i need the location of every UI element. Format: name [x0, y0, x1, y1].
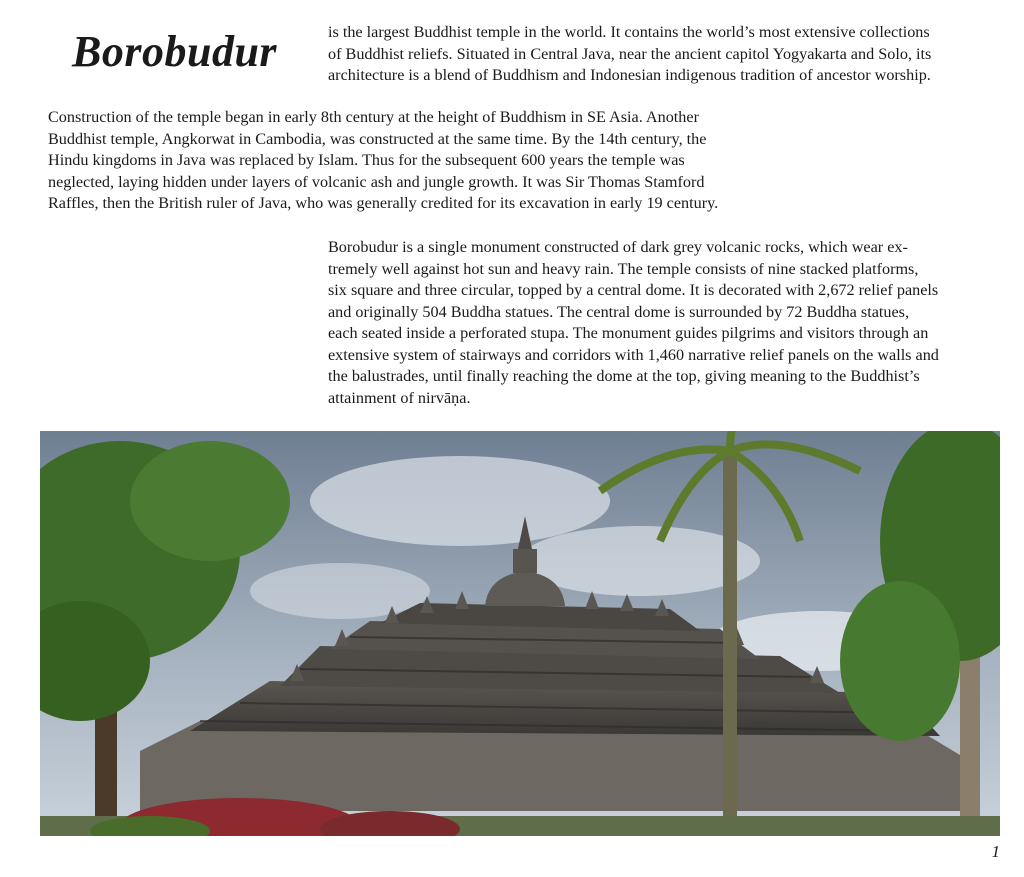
text-line: tremely well against hot sun and heavy rain. The temple consists of nine stacked platforms,: [328, 259, 919, 278]
text-line: architecture is a blend of Buddhism and Indonesian indigenous tradition of ancestor worship.: [328, 66, 931, 84]
text-line: Hindu kingdoms in Java was replaced by Islam. Thus for the subsequent 600 years the temple was: [48, 151, 685, 169]
cloud: [250, 563, 430, 619]
text-line: extensive system of stairways and corridors with 1,460 narrative relief panels on the walls and: [328, 345, 939, 364]
text-line: Borobudur is a single monument constructed of dark grey volcanic rocks, which wear ex-: [328, 238, 908, 256]
text-line: is the largest Buddhist temple in the world. It contains the world’s most extensive collections: [328, 23, 930, 41]
tree-canopy: [130, 441, 290, 561]
history-paragraph: [48, 107, 793, 215]
stupa-spire-base: [513, 549, 537, 573]
text-line: Construction of the temple began in early 8th century at the height of Buddhism in SE Asia. Another: [48, 108, 699, 126]
text-line: six square and three circular, topped by a central dome. It is decorated with 2,672 relief panels: [328, 281, 939, 299]
text-line: of Buddhist reliefs. Situated in Central Java, near the ancient capitol Yogyakarta and Solo, its: [328, 44, 932, 63]
document-title: Borobudur: [72, 27, 278, 76]
text-line: Buddhist temple, Angkorwat in Cambodia, was constructed at the same time. By the 14th century, the: [48, 129, 707, 148]
text-line: each seated inside a perforated stupa. The monument guides pilgrims and visitors through an: [328, 324, 929, 342]
palm-trunk: [723, 451, 737, 836]
text-line: neglected, laying hidden under layers of volcanic ash and jungle growth. It was Sir Thomas Stamford: [48, 172, 705, 191]
text-line: attainment of nirvāṇa.: [328, 388, 471, 407]
text-line: the balustrades, until finally reaching the dome at the top, giving meaning to the Buddhist’s: [328, 367, 920, 385]
temple-photo: [40, 431, 1000, 836]
text-line: and originally 504 Buddha statues. The central dome is surrounded by 72 Buddha statues,: [328, 302, 909, 321]
text-line: Raffles, then the British ruler of Java, who was generally credited for its excavation in early 19 century.: [48, 194, 719, 212]
tree-canopy: [840, 581, 960, 741]
architecture-paragraph: [328, 237, 1004, 409]
cloud: [310, 456, 610, 546]
intro-paragraph: [328, 22, 1004, 87]
page-number: 1: [991, 842, 1000, 861]
